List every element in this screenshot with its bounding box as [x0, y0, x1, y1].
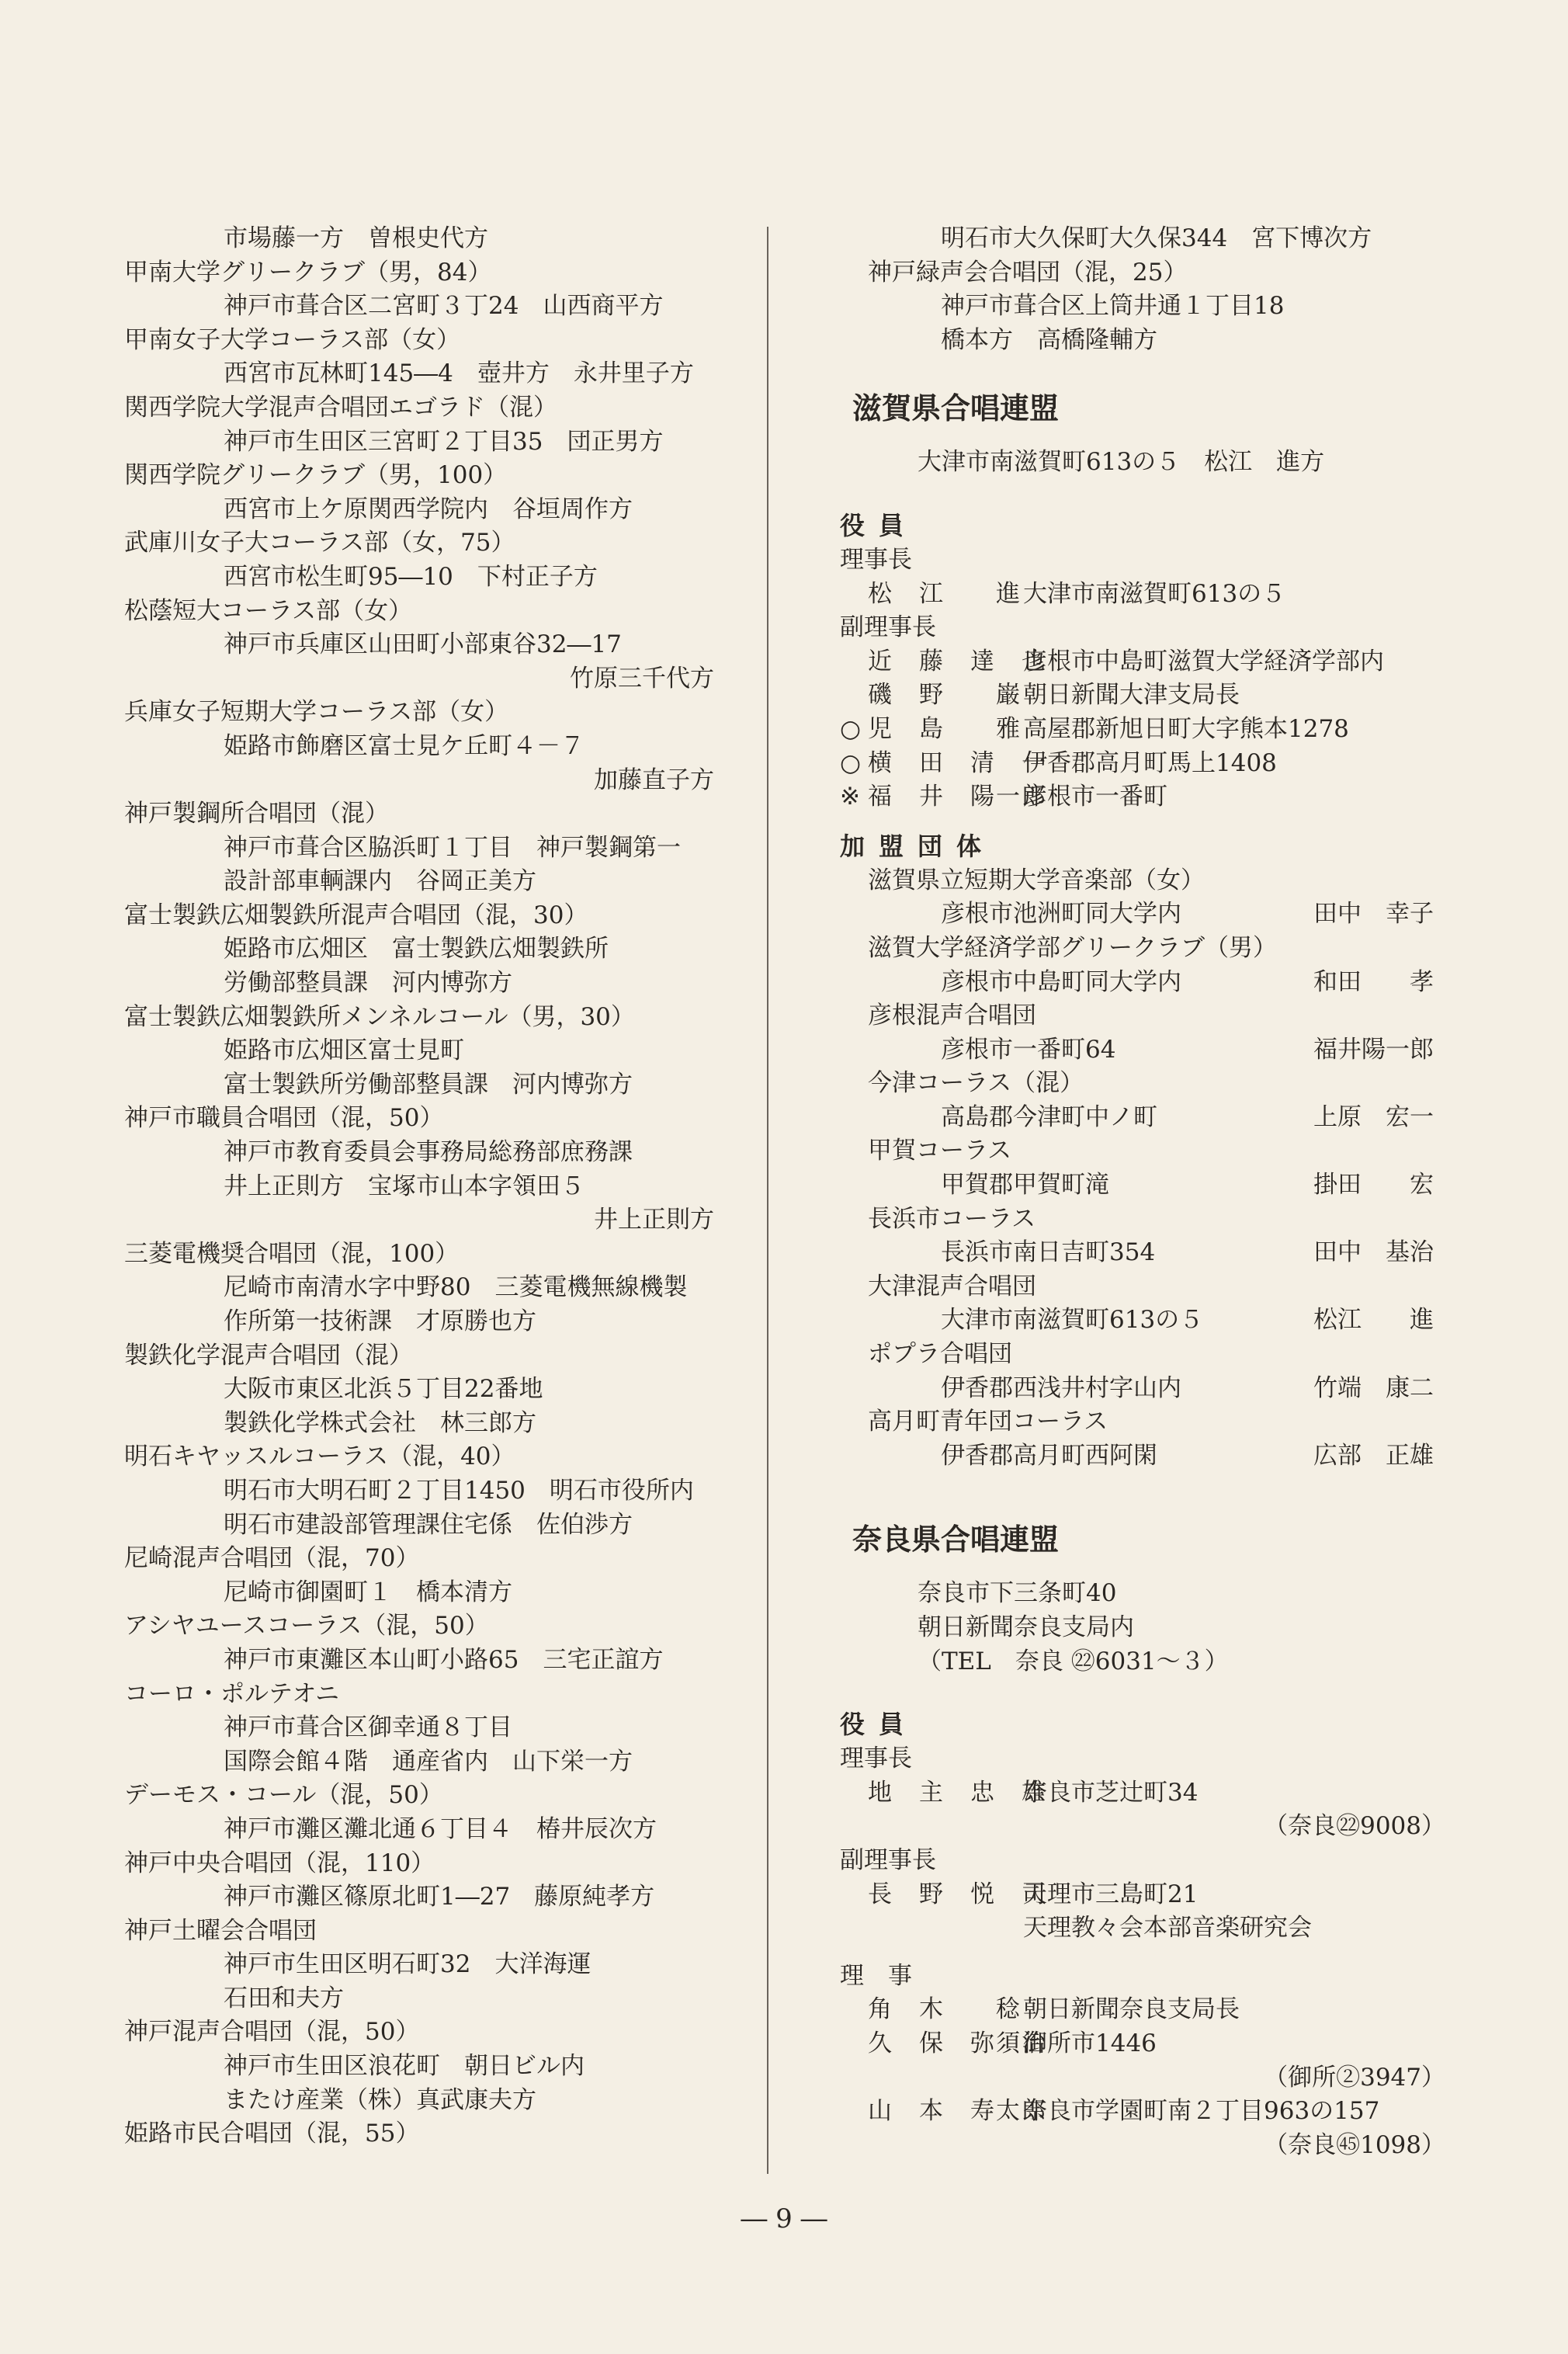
member-address: 伊香郡高月町西阿閑 — [941, 1441, 1157, 1470]
member-address: 甲賀郡甲賀町滝 — [941, 1171, 1109, 1200]
group-detail: 神戸市葺合区二宮町３丁24 山西商平方 — [224, 292, 664, 321]
member-group-name: 彦根混声合唱団 — [868, 1002, 1036, 1030]
group-detail: 西宮市瓦林町145―4 壺井方 永井里子方 — [224, 359, 694, 388]
group-detail: 竹原三千代方 — [570, 664, 714, 693]
member-address: 彦根市池洲町同大学内 — [941, 900, 1181, 929]
column-divider — [767, 227, 768, 2174]
member-detail-row — [840, 898, 1461, 932]
group-detail: 設計部車輌課内 谷岡正美方 — [224, 867, 536, 896]
officer-address-2: 天理教々会本部音楽研究会 — [1023, 1914, 1312, 1943]
officer-address: 朝日新聞奈良支局長 — [1023, 1995, 1240, 2024]
group-detail: 神戸市葺合区御幸通８丁目 — [224, 1713, 512, 1742]
member-group-name: 滋賀大学経済学部グリークラブ（男） — [868, 933, 1277, 962]
officer-name: 角 木 稔 — [868, 1995, 1022, 2024]
officer-row — [840, 713, 1461, 747]
member-address: 長浜市南日吉町354 — [941, 1238, 1156, 1267]
mark: ○ — [840, 714, 862, 743]
group-detail: 石田和夫方 — [224, 1984, 344, 2012]
member-detail-row — [840, 1372, 1461, 1406]
nara-chair-tel: （奈良㉒9008） — [1264, 1812, 1445, 1841]
member-representative: 田中 幸子 — [1313, 900, 1434, 929]
officer-name: 久 保 弥須治 — [868, 2029, 1047, 2057]
group-detail: 尼崎市御園町１ 橋本清方 — [224, 1578, 512, 1606]
shiga-vice-label: 副理事長 — [840, 613, 936, 642]
nara-vice-row — [840, 1878, 1461, 1912]
member-detail-row — [840, 1033, 1461, 1068]
left-column — [124, 222, 714, 2151]
group-name: 明石キヤッスルコーラス（混，40） — [124, 1443, 515, 1471]
member-address: 高島郡今津町中ノ町 — [941, 1102, 1157, 1131]
officer-name: 磯 野 巌 — [868, 681, 1022, 710]
officer-name: 近 藤 達 也 — [868, 647, 1047, 675]
group-detail: 神戸市生田区三宮町２丁目35 団正男方 — [224, 427, 664, 456]
group-name: 製鉄化学混声合唱団（混） — [124, 1341, 413, 1370]
group-name: コーロ・ポルテオニ — [124, 1679, 340, 1708]
member-address: 彦根市一番町64 — [941, 1035, 1116, 1064]
member-detail-row — [840, 1304, 1461, 1338]
shiga-chair-row — [840, 578, 1461, 612]
group-name: 神戸市職員合唱団（混，50） — [124, 1104, 444, 1133]
officer-row — [840, 679, 1461, 713]
officer-row — [840, 2095, 1461, 2129]
officer-tel: （奈良㊺1098） — [1264, 2130, 1445, 2159]
group-name: 甲南女子大学コーラス部（女） — [124, 325, 461, 354]
officer-address: 彦根市中島町滋賀大学経済学部内 — [1023, 647, 1384, 675]
officer-address: 御所市1446 — [1023, 2029, 1157, 2057]
mark — [840, 679, 868, 713]
group-name: 関西学院グリークラブ（男，100） — [124, 461, 508, 490]
group-name: 神戸製鋼所合唱団（混） — [124, 800, 389, 828]
member-group-name: 今津コーラス（混） — [868, 1069, 1084, 1098]
group-name: 尼崎混声合唱団（混，70） — [124, 1544, 420, 1573]
member-representative: 田中 基治 — [1313, 1238, 1434, 1267]
shiga-officers-label: 役員 — [840, 510, 918, 540]
group-detail: 西宮市松生町95―10 下村正子方 — [224, 562, 598, 591]
right-column — [840, 222, 1461, 2162]
member-detail-row — [840, 1439, 1461, 1474]
group-detail: 尼崎市南清水字中野80 三菱電機無線機製 — [224, 1273, 688, 1302]
nara-directors-label: 理 事 — [840, 1961, 912, 1990]
group-detail: 神戸市教育委員会事務局総務部庶務課 — [224, 1138, 633, 1167]
group-detail: 加藤直子方 — [594, 766, 714, 794]
shiga-heading: 滋賀県合唱連盟 — [852, 391, 1060, 426]
member-detail-row — [840, 1236, 1461, 1270]
group-detail: 神戸市東灘区本山町小路65 三宅正誼方 — [224, 1645, 664, 1674]
member-detail-row — [840, 1101, 1461, 1135]
group-detail: 神戸市生田区明石町32 大洋海運 — [224, 1950, 591, 1979]
group-detail: 神戸市葺合区脇浜町１丁目 神戸製鋼第一 — [224, 833, 681, 862]
member-representative: 掛田 宏 — [1313, 1171, 1434, 1200]
officer-address: 奈良市芝辻町34 — [1023, 1778, 1199, 1807]
group-detail: 井上正則方 — [594, 1206, 714, 1234]
group-detail: 大阪市東区北浜５丁目22番地 — [224, 1375, 543, 1404]
group-detail: 姫路市広畑区 富士製鉄広畑製鉄所 — [224, 935, 609, 963]
group-name: アシヤユースコーラス（混，50） — [124, 1612, 489, 1641]
group-name: 武庫川女子大コーラス部（女，75） — [124, 529, 515, 557]
officer-row — [840, 1993, 1461, 2027]
officer-address: 朝日新聞大津支局長 — [1023, 681, 1240, 710]
group-name: 神戸中央合唱団（混，110） — [124, 1849, 435, 1877]
officer-name: 長 野 悦 司 — [868, 1880, 1047, 1908]
member-representative: 松江 進 — [1313, 1306, 1434, 1335]
officer-row — [840, 747, 1461, 781]
member-group-name: 甲賀コーラス — [868, 1137, 1012, 1165]
group-detail: 神戸市灘区灘北通６丁目４ 椿井辰次方 — [224, 1814, 657, 1843]
shiga-chair-label: 理事長 — [840, 545, 912, 574]
member-address: 彦根市中島町同大学内 — [941, 967, 1181, 996]
shiga-members-label: 加盟団体 — [840, 831, 996, 861]
nara-heading: 奈良県合唱連盟 — [852, 1522, 1060, 1557]
group-name: 松蔭短大コーラス部（女） — [124, 596, 413, 625]
nara-officers-label: 役員 — [840, 1710, 918, 1740]
group-name: 富士製鉄広畑製鉄所混声合唱団（混，30） — [124, 901, 588, 929]
officer-name: 児 島 雅 — [868, 714, 1022, 743]
group-detail: 姫路市飾磨区富士見ケ丘町４－７ — [224, 731, 585, 760]
mark: ○ — [840, 748, 862, 777]
officer-name: 福 井 陽一郎 — [868, 783, 1047, 811]
nara-vice-label: 副理事長 — [840, 1845, 936, 1874]
officer-name: 地 主 忠 雄 — [868, 1778, 1047, 1807]
group-detail: 橋本方 高橋隆輔方 — [941, 325, 1157, 354]
group-detail: 明石市大久保町大久保344 宮下博次方 — [941, 224, 1372, 252]
nara-vice-row-2 — [840, 1911, 1461, 1946]
group-detail: 神戸市兵庫区山田町小部東谷32―17 — [224, 630, 622, 659]
officer-row — [840, 645, 1461, 679]
group-detail: 富士製鉄所労働部整員課 河内博弥方 — [224, 1070, 633, 1099]
member-representative: 竹端 康二 — [1313, 1373, 1434, 1402]
officer-address: 彦根市一番町 — [1023, 783, 1167, 811]
nara-address-2: 朝日新聞奈良支局内 — [918, 1613, 1134, 1641]
member-address: 伊香郡西浅井村字山内 — [941, 1373, 1181, 1402]
member-group-name: 長浜市コーラス — [868, 1204, 1036, 1233]
member-group-name: 高月町青年団コーラス — [868, 1408, 1108, 1436]
shiga-address: 大津市南滋賀町613の５ 松江 進方 — [918, 448, 1325, 477]
officer-name: 松 江 進 — [868, 579, 1022, 608]
officer-name: 山 本 寿太郎 — [868, 2097, 1047, 2126]
member-representative: 福井陽一郎 — [1313, 1035, 1434, 1064]
group-detail: 労働部整員課 河内博弥方 — [224, 969, 512, 998]
group-name: 富士製鉄広畑製鉄所メンネルコール（男，30） — [124, 1002, 635, 1031]
member-address: 大津市南滋賀町613の５ — [941, 1306, 1204, 1335]
group-name: 関西学院大学混声合唱団エゴラド（混） — [124, 393, 557, 422]
group-detail: 西宮市上ケ原関西学院内 谷垣周作方 — [224, 495, 633, 523]
group-name: 三菱電機奨合唱団（混，100） — [124, 1239, 460, 1268]
group-detail: またけ産業（株）真武康夫方 — [224, 2085, 536, 2114]
group-detail: 国際会館４階 通産省内 山下栄一方 — [224, 1747, 633, 1776]
group-detail: 神戸市生田区浪花町 朝日ビル内 — [224, 2052, 585, 2081]
nara-chair-label: 理事長 — [840, 1745, 912, 1773]
member-group-name: 大津混声合唱団 — [868, 1272, 1036, 1300]
group-name: 甲南大学グリークラブ（男，84） — [124, 258, 492, 286]
member-group-name: 滋賀県立短期大学音楽部（女） — [868, 866, 1205, 894]
member-group-name: ポプラ合唱団 — [868, 1340, 1012, 1369]
group-detail: 明石市建設部管理課住宅係 佐伯渉方 — [224, 1510, 633, 1539]
group-detail: 姫路市広畑区富士見町 — [224, 1036, 464, 1065]
officer-address: 奈良市学園町南２丁目963の157 — [1023, 2097, 1380, 2126]
nara-address-3: （TEL 奈良 ㉒6031～３） — [918, 1647, 1229, 1675]
officer-row — [840, 2027, 1461, 2061]
group-name: 神戸土曜会合唱団 — [124, 1916, 317, 1945]
officer-row — [840, 780, 1461, 814]
group-detail: 神戸市葺合区上筒井通１丁目18 — [941, 292, 1285, 321]
group-name: デーモス・コール（混，50） — [124, 1781, 443, 1810]
officer-address: 天理市三島町21 — [1023, 1880, 1199, 1908]
group-detail: 井上正則方 宝塚市山本字領田５ — [224, 1172, 585, 1200]
member-representative: 和田 孝 — [1313, 967, 1434, 996]
nara-address-1: 奈良市下三条町40 — [918, 1579, 1117, 1608]
group-name: 兵庫女子短期大学コーラス部（女） — [124, 698, 509, 727]
mark — [840, 578, 868, 612]
mark — [840, 645, 868, 679]
group-name: 神戸混声合唱団（混，50） — [124, 2018, 420, 2047]
officer-address: 高屋郡新旭日町大字熊本1278 — [1023, 714, 1349, 743]
nara-chair-row — [840, 1776, 1461, 1811]
officer-address: 伊香郡高月町馬上1408 — [1023, 748, 1277, 777]
group-name: 神戸緑声会合唱団（混，25） — [868, 258, 1188, 286]
group-detail: 作所第一技術課 才原勝也方 — [224, 1307, 536, 1335]
member-detail-row — [840, 966, 1461, 1000]
group-detail: 明石市大明石町２丁目1450 明石市役所内 — [224, 1476, 694, 1505]
mark: ※ — [840, 783, 860, 811]
officer-tel: （御所②3947） — [1264, 2063, 1445, 2092]
group-name: 姫路市民合唱団（混，55） — [124, 2120, 420, 2148]
group-detail: 市場藤一方 曽根史代方 — [224, 224, 488, 252]
officer-address: 大津市南滋賀町613の５ — [1023, 579, 1286, 608]
member-detail-row — [840, 1168, 1461, 1203]
member-representative: 広部 正雄 — [1313, 1441, 1434, 1470]
group-detail: 神戸市灘区篠原北町1―27 藤原純孝方 — [224, 1883, 655, 1911]
page-number: ― 9 ― — [741, 2203, 827, 2234]
member-representative: 上原 宏一 — [1313, 1102, 1434, 1131]
group-detail: 製鉄化学株式会社 林三郎方 — [224, 1408, 536, 1437]
officer-name: 横 田 清 一 — [868, 748, 1047, 777]
